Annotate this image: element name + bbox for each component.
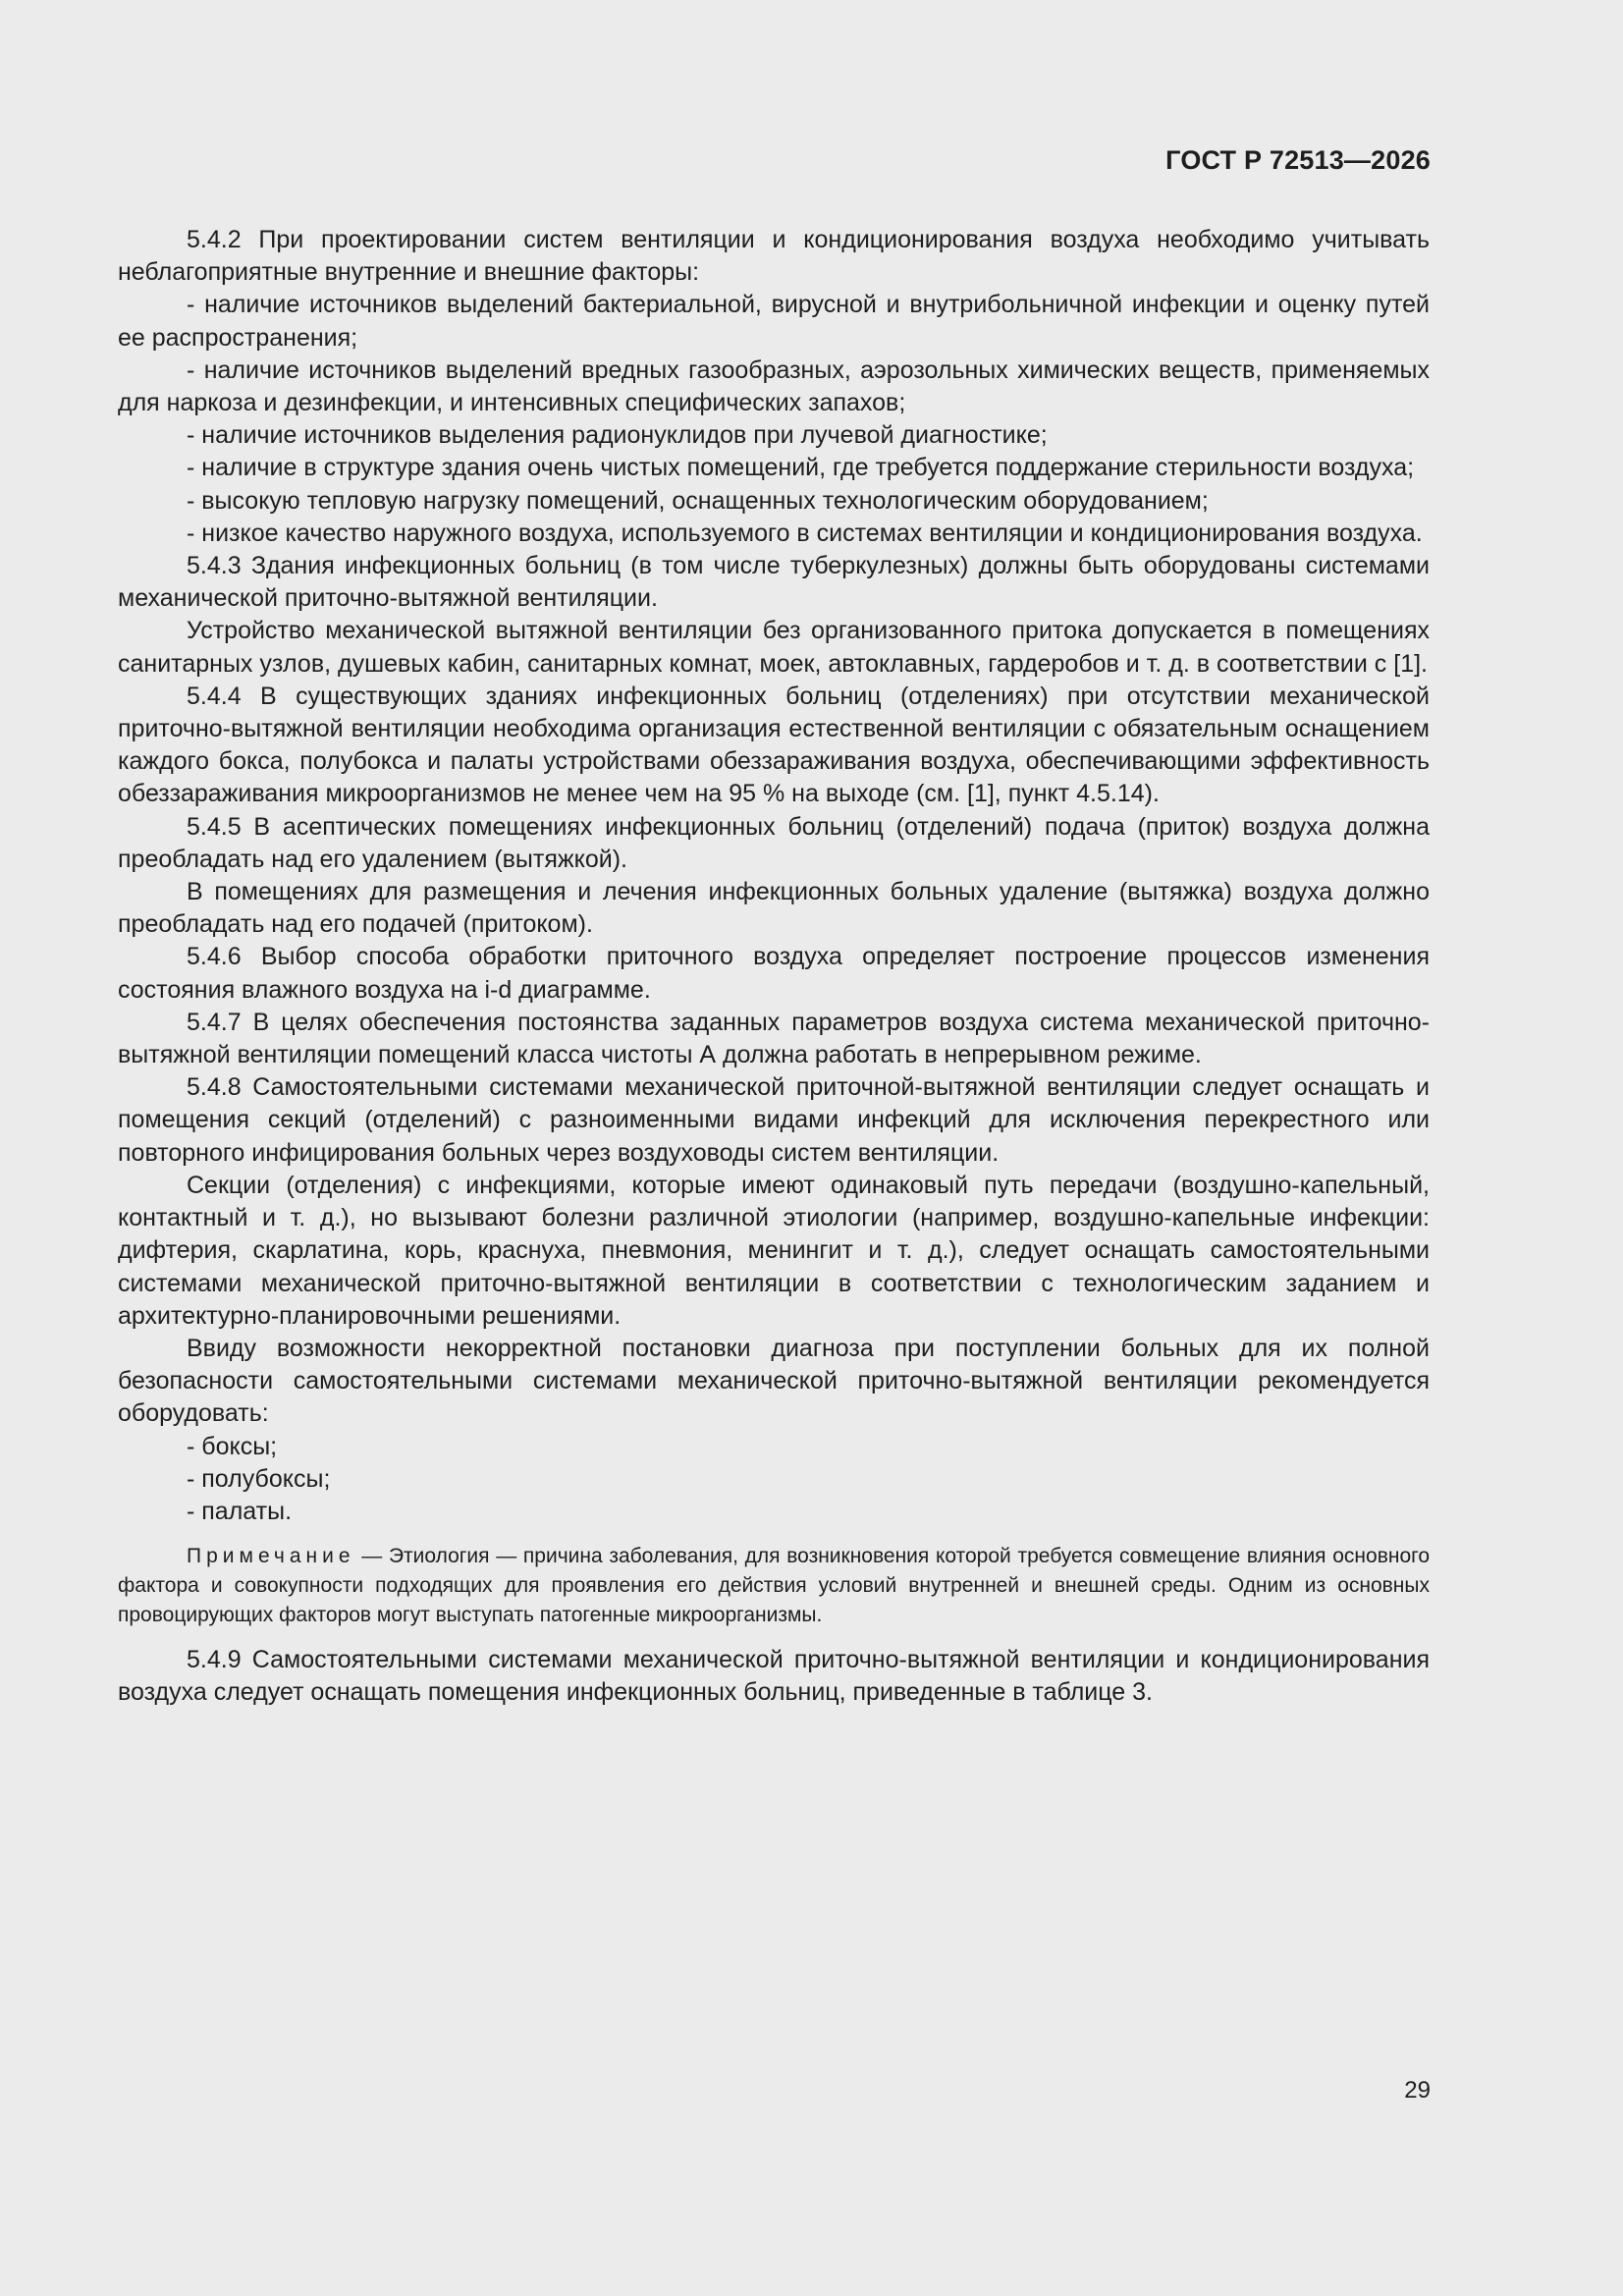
paragraph-5-4-8: 5.4.8 Самостоятельными системами механической приточной-вытяжной вентиляции следует оснащать и помещения секций (отделений) с разноименными видами инфекций для исключения перекрестного или повторного инфицирования больных через воздуховоды систем вентиляции. bbox=[118, 1073, 1430, 1167]
paragraph: В помещениях для размещения и лечения инфекционных больных удаление (вытяжка) воздуха должно преобладать над его подачей (притоком). bbox=[118, 878, 1430, 939]
note-text: — Этиология — причина заболевания, для возникновения которой требуется совмещение влияния основного фактора и совокупности подходящих для проявления его действия условий внутренней и внешней среды. Одним из основных провоцирующих факторов могут выступать патогенные микроорганизмы. bbox=[118, 1545, 1430, 1627]
page-number: 29 bbox=[1404, 2077, 1431, 2104]
document-code-header: ГОСТ Р 72513—2026 bbox=[1165, 145, 1431, 175]
note-label: Примечание bbox=[187, 1545, 355, 1568]
paragraph: Устройство механической вытяжной вентиляции без организованного притока допускается в помещениях санитарных узлов, душевых кабин, санитарных комнат, моек, автоклавных, гардеробов и т. д. в соответствии с [1]. bbox=[118, 617, 1430, 678]
paragraph-5-4-3: 5.4.3 Здания инфекционных больниц (в том числе туберкулезных) должны быть оборудованы системами механической приточно-вытяжной вентиляции. bbox=[118, 552, 1430, 613]
paragraph-5-4-4: 5.4.4 В существующих зданиях инфекционных больниц (отделениях) при отсутствии механической приточно-вытяжной вентиляции необходима организация естественной вентиляции с обязательным оснащением каждого бокса, полубокса и палаты устройствами обеззараживания воздуха, обеспечивающими эффективность обеззараживания микроорганизмов не менее чем на 95 % на выходе (см. [1], пункт 4.5.14). bbox=[118, 682, 1430, 808]
list-item: - наличие источников выделений вредных газообразных, аэрозольных химических веществ, применяемых для наркоза и дезинфекции, и интенсивных специфических запахов; bbox=[118, 355, 1430, 417]
paragraph: Секции (отделения) с инфекциями, которые имеют одинаковый путь передачи (воздушно-капельный, контактный и т. д.), но вызывают болезни различной этиологии (например, воздушно-капельные инфекции: дифтерия, скарлатина, корь, краснуха, пневмония, менингит и т. д.), следует оснащать самостоятельными системами механической приточно-вытяжной вентиляции в соответствии с технологическим заданием и архитектурно-планировочными решениями. bbox=[118, 1171, 1430, 1330]
paragraph-5-4-6: 5.4.6 Выбор способа обработки приточного воздуха определяет построение процессов изменения состояния влажного воздуха на i-d диаграмме. bbox=[118, 943, 1430, 1004]
paragraph-5-4-9: 5.4.9 Самостоятельными системами механической приточно-вытяжной вентиляции и кондиционирования воздуха следует оснащать помещения инфекционных больниц, приведенные в таблице 3. bbox=[118, 1646, 1430, 1707]
list-item: - полубоксы; bbox=[187, 1464, 331, 1493]
paragraph: Ввиду возможности некорректной постановки диагноза при поступлении больных для их полной безопасности самостоятельными системами механической приточно-вытяжной вентиляции рекомендуется оборудовать: bbox=[118, 1334, 1430, 1428]
note bbox=[118, 1542, 1430, 1630]
paragraph-5-4-7: 5.4.7 В целях обеспечения постоянства заданных параметров воздуха система механической приточно-вытяжной вентиляции помещений класса чистоты А должна работать в непрерывном режиме. bbox=[118, 1008, 1430, 1069]
list-item: - наличие в структуре здания очень чистых помещений, где требуется поддержание стерильности воздуха; bbox=[187, 454, 1415, 482]
list-item: - наличие источников выделения радионуклидов при лучевой диагностике; bbox=[187, 421, 1048, 450]
paragraph-5-4-5: 5.4.5 В асептических помещениях инфекционных больниц (отделений) подача (приток) воздуха должна преобладать над его удалением (вытяжкой). bbox=[118, 812, 1430, 873]
list-item: - боксы; bbox=[187, 1432, 278, 1460]
list-item: - низкое качество наружного воздуха, используемого в системах вентиляции и кондиционирования воздуха. bbox=[187, 519, 1423, 547]
paragraph-5-4-2: 5.4.2 При проектировании систем вентиляции и кондиционирования воздуха необходимо учитывать неблагоприятные внутренние и внешние факторы: bbox=[118, 226, 1430, 287]
list-item: - палаты. bbox=[187, 1497, 293, 1525]
list-item: - наличие источников выделений бактериальной, вирусной и внутрибольничной инфекции и оценку путей ее распространения; bbox=[118, 291, 1430, 352]
document-body bbox=[118, 224, 1430, 1710]
list-item: - высокую тепловую нагрузку помещений, оснащенных технологическим оборудованием; bbox=[187, 486, 1209, 515]
